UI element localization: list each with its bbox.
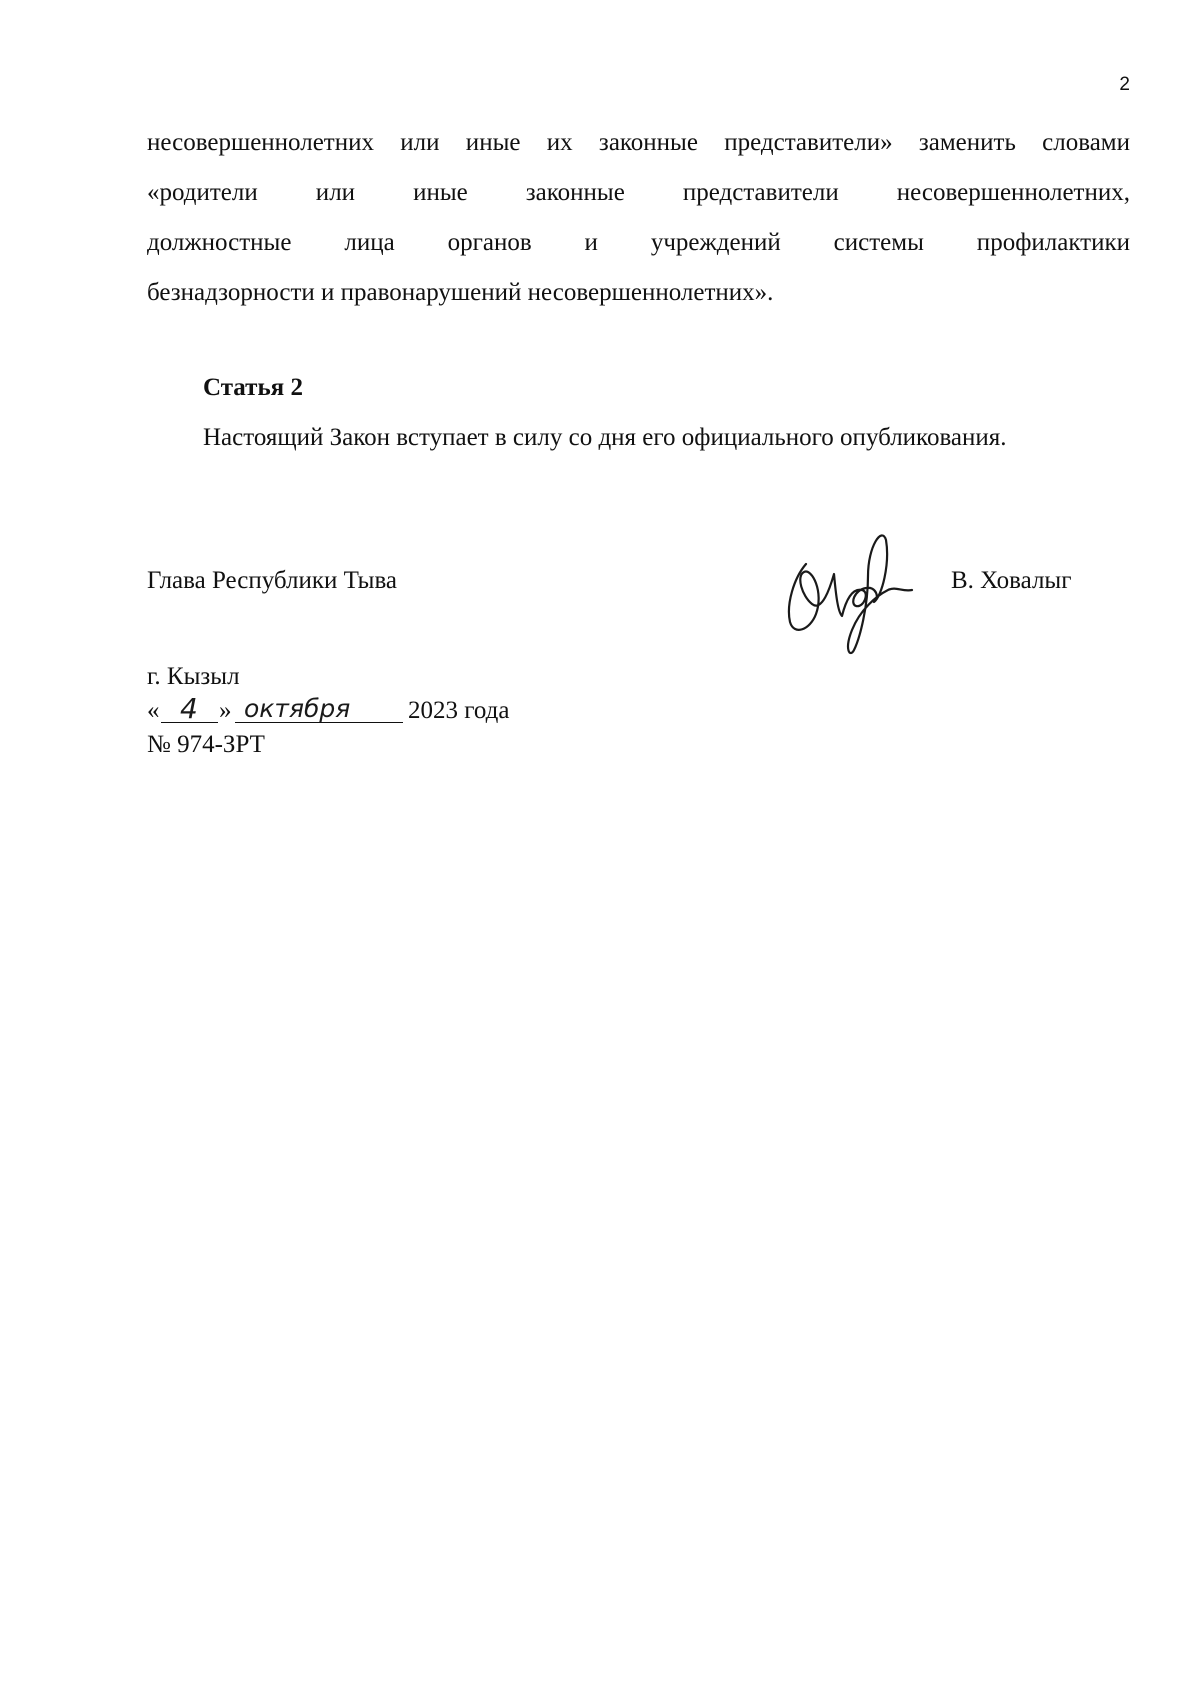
article-text: Настоящий Закон вступает в силу со дня его официального опубликования. bbox=[203, 424, 1007, 451]
signature bbox=[772, 526, 922, 666]
article-heading: Статья 2 bbox=[203, 374, 303, 401]
paragraph-line-4: безнадзорности и правонарушений несовершеннолетних». bbox=[147, 279, 774, 306]
date-year: 2023 года bbox=[408, 697, 510, 724]
paragraph-line-2: «родители или иные законные представители несовершеннолетних, bbox=[147, 179, 1130, 206]
date-open-quote: « bbox=[147, 697, 160, 724]
paragraph-line-3: должностные лица органов и учреждений системы профилактики bbox=[147, 229, 1130, 256]
signatory-position: Глава Республики Тыва bbox=[147, 567, 398, 594]
city: г. Кызыл bbox=[147, 663, 240, 690]
signatory-name: В. Ховалыг bbox=[951, 567, 1072, 594]
paragraph-line-1: несовершеннолетних или иные их законные представители» заменить словами bbox=[147, 129, 1130, 156]
law-number: № 974-ЗРТ bbox=[147, 731, 265, 758]
page-number: 2 bbox=[1119, 74, 1130, 95]
date-day: 4 bbox=[180, 692, 198, 725]
date-month: октября bbox=[244, 694, 351, 723]
date-close-quote: » bbox=[219, 697, 232, 724]
